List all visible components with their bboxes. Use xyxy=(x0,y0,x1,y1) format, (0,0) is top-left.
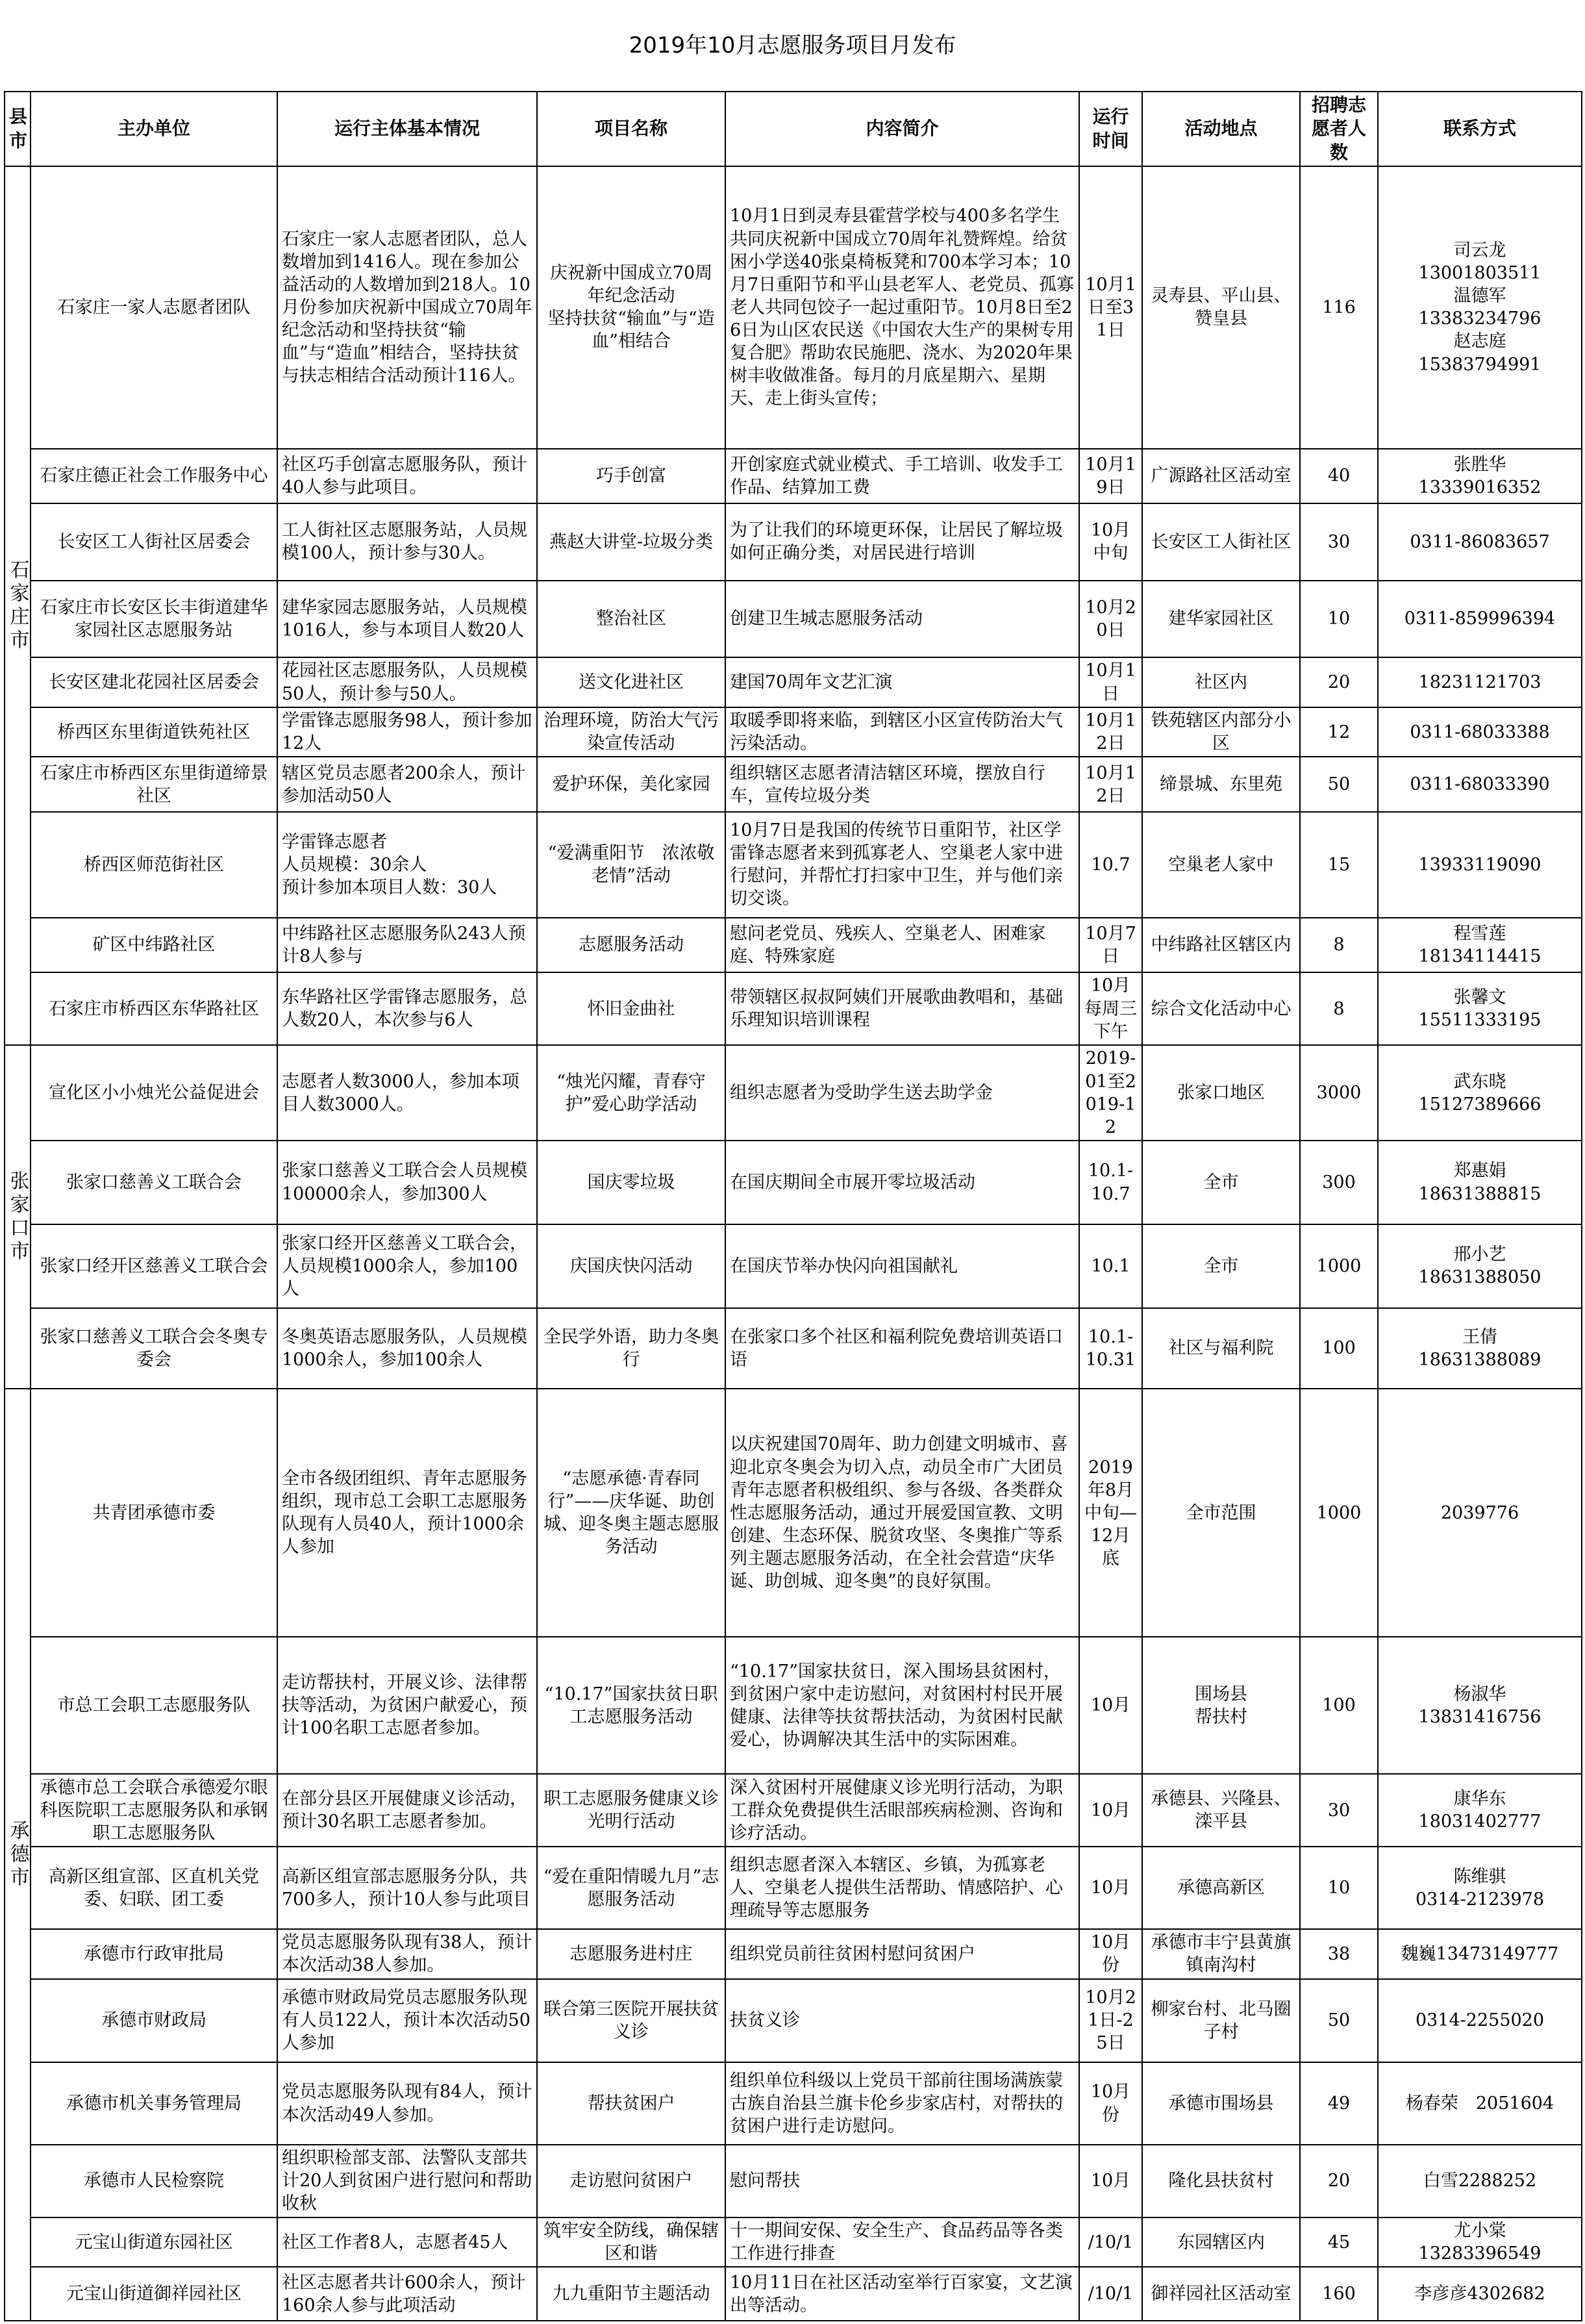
basic-info-cell: 社区志愿者共计600余人，预计160余人参与此项活动 xyxy=(277,2267,537,2321)
contact-cell: 魏巍13473149777 xyxy=(1378,1929,1582,1979)
contact-cell: 武东晓 15127389666 xyxy=(1378,1045,1582,1141)
contact-cell: 13933119090 xyxy=(1378,812,1582,918)
time-cell: 10月7日 xyxy=(1079,918,1142,972)
basic-info-cell: 冬奥英语志愿服务队，人员规模1000余人，参加100余人 xyxy=(277,1308,537,1389)
contact-cell: 司云龙 13001803511 温德军 13383234796 赵志庭 15383794991 xyxy=(1378,166,1582,448)
contact-cell: 杨春荣 2051604 xyxy=(1378,2062,1582,2145)
basic-info-cell: 社区工作者8人，志愿者45人 xyxy=(277,2217,537,2267)
project-name-cell: 筑牢安全防线，确保辖区和谐 xyxy=(537,2217,725,2267)
count-cell: 10 xyxy=(1300,1847,1378,1929)
place-cell: 综合文化活动中心 xyxy=(1142,972,1300,1045)
basic-info-cell: 志愿者人数3000人，参加本项目人数3000人。 xyxy=(277,1045,537,1141)
count-cell: 1000 xyxy=(1300,1389,1378,1637)
place-cell: 社区内 xyxy=(1142,657,1300,707)
place-cell: 铁苑辖区内部分小区 xyxy=(1142,707,1300,757)
basic-info-cell: 组织职检部支部、法警队支部共计20人到贫困户进行慰问和帮助收秋 xyxy=(277,2145,537,2217)
project-name-cell: 国庆零垃圾 xyxy=(537,1141,725,1224)
contact-cell: 张馨文 15511333195 xyxy=(1378,972,1582,1045)
contact-cell: 2039776 xyxy=(1378,1389,1582,1637)
table-row xyxy=(5,166,1582,448)
count-cell: 20 xyxy=(1300,657,1378,707)
organizer-cell: 承德市机关事务管理局 xyxy=(31,2062,277,2145)
count-cell: 20 xyxy=(1300,2145,1378,2217)
content-cell: 慰问老党员、残疾人、空巢老人、困难家庭、特殊家庭 xyxy=(725,918,1079,972)
organizer-cell: 承德市财政局 xyxy=(31,1979,277,2063)
table-row xyxy=(5,657,1582,707)
time-cell: 10月中旬 xyxy=(1079,503,1142,581)
organizer-cell: 共青团承德市委 xyxy=(31,1389,277,1637)
basic-info-cell: 党员志愿服务队现有84人，预计本次活动49人参加。 xyxy=(277,2062,537,2145)
content-cell: 扶贫义诊 xyxy=(725,1979,1079,2063)
organizer-cell: 市总工会职工志愿服务队 xyxy=(31,1637,277,1774)
place-cell: 全市 xyxy=(1142,1224,1300,1308)
time-cell: 10月20日 xyxy=(1079,581,1142,658)
content-cell: 带领辖区叔叔阿姨们开展歌曲教唱和，基础乐理知识培训课程 xyxy=(725,972,1079,1045)
basic-info-cell: 高新区组宣部志愿服务分队，共700多人，预计10人参与此项目 xyxy=(277,1847,537,1929)
time-cell: 10月 xyxy=(1079,1774,1142,1847)
time-cell: 10.7 xyxy=(1079,812,1142,918)
count-cell: 8 xyxy=(1300,918,1378,972)
time-cell: 10月份 xyxy=(1079,1929,1142,1979)
organizer-cell: 石家庄市长安区长丰街道建华家园社区志愿服务站 xyxy=(31,581,277,658)
time-cell: 10月21日-25日 xyxy=(1079,1979,1142,2063)
table-row xyxy=(5,1045,1582,1141)
table-row xyxy=(5,449,1582,503)
content-cell: 组织党员前往贫困村慰问贫困户 xyxy=(725,1929,1079,1979)
place-cell: 社区与福利院 xyxy=(1142,1308,1300,1389)
organizer-cell: 桥西区师范街社区 xyxy=(31,812,277,918)
organizer-cell: 元宝山街道御祥园社区 xyxy=(31,2267,277,2321)
organizer-cell: 高新区组宣部、区直机关党委、妇联、团工委 xyxy=(31,1847,277,1929)
place-cell: 全市 xyxy=(1142,1141,1300,1224)
content-cell: 深入贫困村开展健康义诊光明行活动，为职工群众免费提供生活眼部疾病检测、咨询和诊疗活动。 xyxy=(725,1774,1079,1847)
table-row xyxy=(5,812,1582,918)
time-cell: 10月1日 xyxy=(1079,657,1142,707)
county-cell: 张家口市 xyxy=(5,1045,31,1389)
project-name-cell: 联合第三医院开展扶贫义诊 xyxy=(537,1979,725,2063)
table-row xyxy=(5,1308,1582,1389)
count-cell: 1000 xyxy=(1300,1224,1378,1308)
basic-info-cell: 社区巧手创富志愿服务队，预计40人参与此项目。 xyxy=(277,449,537,503)
basic-info-cell: 工人街社区志愿服务站，人员规模100人，预计参与30人。 xyxy=(277,503,537,581)
table-row xyxy=(5,1929,1582,1979)
contact-cell: 0311-86083657 xyxy=(1378,503,1582,581)
basic-info-cell: 全市各级团组织、青年志愿服务组织，现市总工会职工志愿服务队现有人员40人，预计1000余人参加 xyxy=(277,1389,537,1637)
contact-cell: 0311-859996394 xyxy=(1378,581,1582,658)
place-cell: 空巢老人家中 xyxy=(1142,812,1300,918)
table-row xyxy=(5,1774,1582,1847)
header-content: 内容简介 xyxy=(725,92,1079,166)
count-cell: 40 xyxy=(1300,449,1378,503)
basic-info-cell: 东华路社区学雷锋志愿服务，总人数20人，本次参与6人 xyxy=(277,972,537,1045)
project-name-cell: 庆国庆快闪活动 xyxy=(537,1224,725,1308)
basic-info-cell: 承德市财政局党员志愿服务队现有人员122人，预计本次活动50人参加 xyxy=(277,1979,537,2063)
content-cell: 在国庆期间全市展开零垃圾活动 xyxy=(725,1141,1079,1224)
time-cell: /10/1 xyxy=(1079,2267,1142,2321)
time-cell: 10月1日至31日 xyxy=(1079,166,1142,448)
content-cell: 组织辖区志愿者清洁辖区环境，摆放自行车，宣传垃圾分类 xyxy=(725,757,1079,811)
time-cell: 10月19日 xyxy=(1079,449,1142,503)
basic-info-cell: 学雷锋志愿者 人员规模：30余人 预计参加本项目人数：30人 xyxy=(277,812,537,918)
contact-cell: 张胜华 13339016352 xyxy=(1378,449,1582,503)
basic-info-cell: 张家口经开区慈善义工联合会，人员规模1000余人，参加100人 xyxy=(277,1224,537,1308)
contact-cell: 邢小艺 18631388050 xyxy=(1378,1224,1582,1308)
table-row xyxy=(5,1224,1582,1308)
place-cell: 全市范围 xyxy=(1142,1389,1300,1637)
basic-info-cell: 花园社区志愿服务队，人员规模50人，预计参与50人。 xyxy=(277,657,537,707)
count-cell: 3000 xyxy=(1300,1045,1378,1141)
place-cell: 东园辖区内 xyxy=(1142,2217,1300,2267)
content-cell: 取暖季即将来临，到辖区小区宣传防治大气污染活动。 xyxy=(725,707,1079,757)
content-cell: 以庆祝建国70周年、助力创建文明城市、喜迎北京冬奥会为切入点，动员全市广大团员青年志愿者积极组织、参与各级、各类群众性志愿服务活动，通过开展爱国宣教、文明创建、生态环保、脱贫攻坚、冬奥推广等系列主题志愿服务活动，在全社会营造“庆华诞、助创城、迎冬奥”的良好氛围。 xyxy=(725,1389,1079,1637)
table-row xyxy=(5,503,1582,581)
contact-cell: 陈维骐 0314-2123978 xyxy=(1378,1847,1582,1929)
organizer-cell: 长安区工人街社区居委会 xyxy=(31,503,277,581)
project-name-cell: 巧手创富 xyxy=(537,449,725,503)
table-row xyxy=(5,2062,1582,2145)
count-cell: 50 xyxy=(1300,757,1378,811)
content-cell: 10月11日在社区活动室举行百家宴，文艺演出等活动。 xyxy=(725,2267,1079,2321)
basic-info-cell: 辖区党员志愿者200余人，预计参加活动50人 xyxy=(277,757,537,811)
place-cell: 广源路社区活动室 xyxy=(1142,449,1300,503)
table-row xyxy=(5,1141,1582,1224)
count-cell: 30 xyxy=(1300,1774,1378,1847)
organizer-cell: 宣化区小小烛光公益促进会 xyxy=(31,1045,277,1141)
table-body xyxy=(5,166,1582,2321)
project-name-cell: 志愿服务进村庄 xyxy=(537,1929,725,1979)
basic-info-cell: 张家口慈善义工联合会人员规模100000余人，参加300人 xyxy=(277,1141,537,1224)
table-row xyxy=(5,707,1582,757)
place-cell: 围场县 帮扶村 xyxy=(1142,1637,1300,1774)
project-name-cell: 全民学外语，助力冬奥行 xyxy=(537,1308,725,1389)
organizer-cell: 石家庄一家人志愿者团队 xyxy=(31,166,277,448)
contact-cell: 王倩 18631388089 xyxy=(1378,1308,1582,1389)
table-row xyxy=(5,918,1582,972)
project-name-cell: 怀旧金曲社 xyxy=(537,972,725,1045)
place-cell: 承德县、兴隆县、滦平县 xyxy=(1142,1774,1300,1847)
content-cell: 为了让我们的环境更环保，让居民了解垃圾如何正确分类，对居民进行培训 xyxy=(725,503,1079,581)
place-cell: 缔景城、东里苑 xyxy=(1142,757,1300,811)
count-cell: 15 xyxy=(1300,812,1378,918)
project-name-cell: “爱在重阳情暖九月”志愿服务活动 xyxy=(537,1847,725,1929)
project-name-cell: 走访慰问贫困户 xyxy=(537,2145,725,2217)
project-name-cell: 燕赵大讲堂-垃圾分类 xyxy=(537,503,725,581)
count-cell: 30 xyxy=(1300,503,1378,581)
place-cell: 长安区工人街社区 xyxy=(1142,503,1300,581)
organizer-cell: 元宝山街道东园社区 xyxy=(31,2217,277,2267)
count-cell: 300 xyxy=(1300,1141,1378,1224)
project-name-cell: “10.17”国家扶贫日职工志愿服务活动 xyxy=(537,1637,725,1774)
time-cell: 2019年8月中旬—12月底 xyxy=(1079,1389,1142,1637)
content-cell: 组织志愿者深入本辖区、乡镇，为孤寡老人、空巢老人提供生活帮助、情感陪护、心理疏导等志愿服务 xyxy=(725,1847,1079,1929)
count-cell: 116 xyxy=(1300,166,1378,448)
organizer-cell: 矿区中纬路社区 xyxy=(31,918,277,972)
basic-info-cell: 走访帮扶村，开展义诊、法律帮扶等活动，为贫困户献爱心，预计100名职工志愿者参加。 xyxy=(277,1637,537,1774)
project-name-cell: 庆祝新中国成立70周年纪念活动 坚持扶贫“输血”与“造血”相结合 xyxy=(537,166,725,448)
content-cell: 开创家庭式就业模式、手工培训、收发手工作品、结算加工费 xyxy=(725,449,1079,503)
count-cell: 50 xyxy=(1300,1979,1378,2063)
count-cell: 10 xyxy=(1300,581,1378,658)
organizer-cell: 张家口慈善义工联合会冬奥专委会 xyxy=(31,1308,277,1389)
project-name-cell: “爱满重阳节 浓浓敬老情”活动 xyxy=(537,812,725,918)
page-title: 2019年10月志愿服务项目月发布 xyxy=(629,32,956,58)
count-cell: 100 xyxy=(1300,1637,1378,1774)
count-cell: 38 xyxy=(1300,1929,1378,1979)
table-row xyxy=(5,1637,1582,1774)
table-row xyxy=(5,757,1582,811)
time-cell: 10月 xyxy=(1079,2145,1142,2217)
project-name-cell: “志愿承德·青春同行”——庆华诞、助创城、迎冬奥主题志愿服务活动 xyxy=(537,1389,725,1637)
place-cell: 建华家园社区 xyxy=(1142,581,1300,658)
basic-info-cell: 石家庄一家人志愿者团队，总人数增加到1416人。现在参加公益活动的人数增加到218人。10月份参加庆祝新中国成立70周年纪念活动和坚持扶贫“输血”与“造血”相结合，坚持扶贫与扶志相结合活动预计116人。 xyxy=(277,166,537,448)
organizer-cell: 桥西区东里街道铁苑社区 xyxy=(31,707,277,757)
organizer-cell: 石家庄市桥西区东里街道缔景社区 xyxy=(31,757,277,811)
project-name-cell: “烛光闪耀，青春守护”爱心助学活动 xyxy=(537,1045,725,1141)
header-count: 招聘志愿者人数 xyxy=(1300,92,1378,166)
contact-cell: 白雪2288252 xyxy=(1378,2145,1582,2217)
place-cell: 灵寿县、平山县、赞皇县 xyxy=(1142,166,1300,448)
time-cell: 10月 xyxy=(1079,1637,1142,1774)
content-cell: 慰问帮扶 xyxy=(725,2145,1079,2217)
organizer-cell: 长安区建北花园社区居委会 xyxy=(31,657,277,707)
time-cell: 10.1-10.7 xyxy=(1079,1141,1142,1224)
content-cell: 10月7日是我国的传统节日重阳节，社区学雷锋志愿者来到孤寡老人、空巢老人家中进行慰问，并帮忙打扫家中卫生，并与他们亲切交谈。 xyxy=(725,812,1079,918)
table-row xyxy=(5,1389,1582,1637)
content-cell: 组织单位科级以上党员干部前往围场满族蒙古族自治县兰旗卡伦乡步家店村，对帮扶的贫困户进行走访慰问。 xyxy=(725,2062,1079,2145)
content-cell: 在国庆节举办快闪向祖国献礼 xyxy=(725,1224,1079,1308)
count-cell: 12 xyxy=(1300,707,1378,757)
organizer-cell: 石家庄德正社会工作服务中心 xyxy=(31,449,277,503)
count-cell: 49 xyxy=(1300,2062,1378,2145)
count-cell: 160 xyxy=(1300,2267,1378,2321)
county-cell: 石家庄市 xyxy=(5,166,31,1045)
county-cell: 承德市 xyxy=(5,1389,31,2321)
contact-cell: 0311-68033390 xyxy=(1378,757,1582,811)
table-row xyxy=(5,581,1582,658)
project-name-cell: 帮扶贫困户 xyxy=(537,2062,725,2145)
project-name-cell: 爱护环保，美化家园 xyxy=(537,757,725,811)
time-cell: 10月 xyxy=(1079,1847,1142,1929)
basic-info-cell: 在部分县区开展健康义诊活动，预计30名职工志愿者参加。 xyxy=(277,1774,537,1847)
basic-info-cell: 中纬路社区志愿服务队243人预计8人参与 xyxy=(277,918,537,972)
contact-cell: 0314-2255020 xyxy=(1378,1979,1582,2063)
organizer-cell: 张家口慈善义工联合会 xyxy=(31,1141,277,1224)
time-cell: 10月12日 xyxy=(1079,707,1142,757)
table-row xyxy=(5,972,1582,1045)
project-name-cell: 送文化进社区 xyxy=(537,657,725,707)
organizer-cell: 石家庄市桥西区东华路社区 xyxy=(31,972,277,1045)
organizer-cell: 张家口经开区慈善义工联合会 xyxy=(31,1224,277,1308)
contact-cell: 0311-68033388 xyxy=(1378,707,1582,757)
contact-cell: 尤小棠 13283396549 xyxy=(1378,2217,1582,2267)
header-organizer: 主办单位 xyxy=(31,92,277,166)
place-cell: 张家口地区 xyxy=(1142,1045,1300,1141)
contact-cell: 康华东 18031402777 xyxy=(1378,1774,1582,1847)
content-cell: 组织志愿者为受助学生送去助学金 xyxy=(725,1045,1079,1141)
content-cell: 在张家口多个社区和福利院免费培训英语口语 xyxy=(725,1308,1079,1389)
header-place: 活动地点 xyxy=(1142,92,1300,166)
table-row xyxy=(5,2217,1582,2267)
table-row xyxy=(5,2267,1582,2321)
volunteer-projects-table xyxy=(4,91,1582,2321)
header-row xyxy=(5,92,1582,166)
table-row xyxy=(5,2145,1582,2217)
project-name-cell: 治理环境，防治大气污染宣传活动 xyxy=(537,707,725,757)
count-cell: 8 xyxy=(1300,972,1378,1045)
place-cell: 中纬路社区辖区内 xyxy=(1142,918,1300,972)
project-name-cell: 九九重阳节主题活动 xyxy=(537,2267,725,2321)
header-contact: 联系方式 xyxy=(1378,92,1582,166)
count-cell: 45 xyxy=(1300,2217,1378,2267)
header-county: 县市 xyxy=(5,92,31,166)
header-project-name: 项目名称 xyxy=(537,92,725,166)
time-cell: 10月每周三下午 xyxy=(1079,972,1142,1045)
place-cell: 承德市丰宁县黄旗镇南沟村 xyxy=(1142,1929,1300,1979)
content-cell: 建国70周年文艺汇演 xyxy=(725,657,1079,707)
contact-cell: 程雪莲 18134114415 xyxy=(1378,918,1582,972)
contact-cell: 李彦彦4302682 xyxy=(1378,2267,1582,2321)
place-cell: 御祥园社区活动室 xyxy=(1142,2267,1300,2321)
time-cell: /10/1 xyxy=(1079,2217,1142,2267)
organizer-cell: 承德市行政审批局 xyxy=(31,1929,277,1979)
contact-cell: 郑惠娟 18631388815 xyxy=(1378,1141,1582,1224)
project-name-cell: 职工志愿服务健康义诊光明行活动 xyxy=(537,1774,725,1847)
contact-cell: 18231121703 xyxy=(1378,657,1582,707)
table-row xyxy=(5,1979,1582,2063)
count-cell: 100 xyxy=(1300,1308,1378,1389)
basic-info-cell: 建华家园志愿服务站，人员规模1016人，参与本项目人数20人 xyxy=(277,581,537,658)
content-cell: “10.17”国家扶贫日，深入围场县贫困村，到贫困户家中走访慰问，对贫困村村民开展健康、法律等扶贫帮扶活动，为贫困村民献爱心，协调解决其生活中的实际困难。 xyxy=(725,1637,1079,1774)
place-cell: 承德高新区 xyxy=(1142,1847,1300,1929)
place-cell: 隆化县扶贫村 xyxy=(1142,2145,1300,2217)
project-name-cell: 整治社区 xyxy=(537,581,725,658)
content-cell: 十一期间安保、安全生产、食品药品等各类工作进行排查 xyxy=(725,2217,1079,2267)
place-cell: 柳家台村、北马圈子村 xyxy=(1142,1979,1300,2063)
contact-cell: 杨淑华 13831416756 xyxy=(1378,1637,1582,1774)
organizer-cell: 承德市总工会联合承德爱尔眼科医院职工志愿服务队和承钢职工志愿服务队 xyxy=(31,1774,277,1847)
time-cell: 2019-01至2019-12 xyxy=(1079,1045,1142,1141)
project-name-cell: 志愿服务活动 xyxy=(537,918,725,972)
header-basic-info: 运行主体基本情况 xyxy=(277,92,537,166)
time-cell: 10月12日 xyxy=(1079,757,1142,811)
time-cell: 10.1 xyxy=(1079,1224,1142,1308)
content-cell: 10月1日到灵寿县霍营学校与400多名学生共同庆祝新中国成立70周年礼赞辉煌。给贫困小学送40张桌椅板凳和700本学习本；10月7日重阳节和平山县老军人、老党员、孤寡老人共同包饺子一起过重阳节。10月8日至26日为山区农民送《中国农大生产的果树专用复合肥》帮助农民施肥、浇水、为2020年果树丰收做准备。每月的月底星期六、星期天、走上街头宣传； xyxy=(725,166,1079,448)
place-cell: 承德市围场县 xyxy=(1142,2062,1300,2145)
content-cell: 创建卫生城志愿服务活动 xyxy=(725,581,1079,658)
basic-info-cell: 党员志愿服务队现有38人，预计本次活动38人参加。 xyxy=(277,1929,537,1979)
table-row xyxy=(5,1847,1582,1929)
header-time: 运行时间 xyxy=(1079,92,1142,166)
organizer-cell: 承德市人民检察院 xyxy=(31,2145,277,2217)
time-cell: 10.1- 10.31 xyxy=(1079,1308,1142,1389)
basic-info-cell: 学雷锋志愿服务98人，预计参加12人 xyxy=(277,707,537,757)
time-cell: 10月份 xyxy=(1079,2062,1142,2145)
